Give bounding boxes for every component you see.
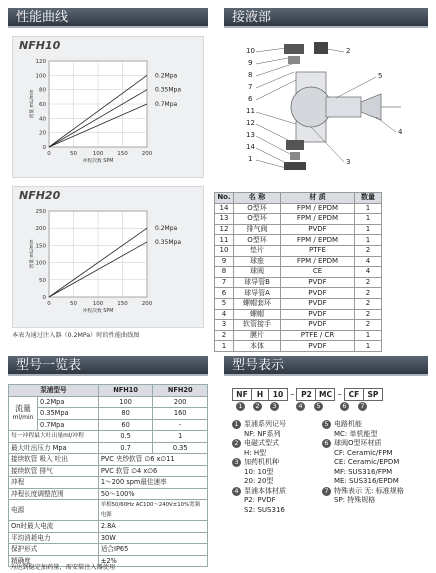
section-header-model-code: 型号表示 — [224, 356, 428, 376]
legend-item — [232, 496, 322, 506]
parts-row — [215, 330, 382, 341]
parts-row — [215, 235, 382, 246]
legend-number: 1 — [232, 420, 241, 429]
parts-material: PVDF — [281, 298, 355, 309]
parts-qty: 4 — [355, 267, 382, 278]
parts-name: O型环 — [234, 235, 281, 246]
callout-6: 6 — [248, 95, 253, 103]
x-tick-label: 50 — [70, 301, 77, 307]
spec-footnote: 为达到稳定加药量，需安装注入器使用 — [10, 564, 116, 571]
parts-no: 8 — [215, 267, 234, 278]
diagram-callouts — [226, 32, 426, 182]
parts-no: 4 — [215, 309, 234, 320]
code-num-5: 5 — [314, 402, 323, 411]
chart-nfh10-panel — [12, 36, 204, 178]
flow-unit-text: ml/min — [12, 413, 34, 421]
parts-name: 球座 — [234, 256, 281, 267]
code-box-p2: P2 — [296, 388, 316, 401]
parts-material: FPM / EPDM — [281, 214, 355, 225]
parts-name: 螺帽套环 — [234, 298, 281, 309]
parts-row — [215, 341, 382, 352]
parts-row — [215, 309, 382, 320]
chart-nfh10 — [13, 37, 203, 177]
x-tick-label: 200 — [141, 151, 153, 157]
parts-material: FPM / EPDM — [281, 235, 355, 246]
parts-no: 6 — [215, 288, 234, 299]
code-box-nf: NF — [232, 388, 252, 401]
legend-item — [232, 458, 322, 468]
legend-text: S2: SUS316 — [244, 505, 285, 514]
x-tick-label: 100 — [92, 151, 104, 157]
spec-row-nfh20: 0.35 — [153, 442, 208, 454]
legend-item — [322, 420, 432, 430]
legend-number: 6 — [322, 439, 331, 448]
callout-9: 9 — [248, 59, 253, 67]
parts-name: 膜片 — [234, 330, 281, 341]
legend-text: ME: SUS316/EPDM — [334, 477, 399, 485]
parts-qty: 2 — [355, 288, 382, 299]
legend-item — [232, 449, 322, 459]
parts-name: 螺帽 — [234, 309, 281, 320]
x-tick-label: 50 — [70, 151, 77, 157]
spec-row-label: 冲程长度调整范围 — [9, 488, 99, 500]
spec-row-label: 最大吐出压力 Mpa — [9, 442, 99, 454]
series-label: 0.7Mpa — [155, 101, 178, 108]
legend-item — [322, 477, 432, 487]
parts-qty: 2 — [355, 277, 382, 288]
x-tick-label: 150 — [117, 301, 128, 307]
legend-item — [322, 468, 432, 478]
parts-row — [215, 224, 382, 235]
spec-flow-row — [9, 408, 208, 420]
spec-row — [9, 544, 208, 556]
code-num-4: 4 — [296, 402, 305, 411]
legend-item — [322, 449, 432, 459]
legend-text: MC: 单机能型 — [334, 429, 378, 438]
parts-name: 球阀 — [234, 267, 281, 278]
parts-material: PTFE / CR — [281, 330, 355, 341]
spec-row-value: 50～100% — [98, 488, 207, 500]
legend-item — [232, 487, 322, 497]
x-tick-label: 150 — [117, 151, 128, 157]
spec-row — [9, 532, 208, 544]
parts-no: 9 — [215, 256, 234, 267]
spec-row-label: 冲程 — [9, 477, 99, 489]
callout-12: 12 — [246, 119, 255, 127]
spec-row-label: 平均消耗电力 — [9, 532, 99, 544]
callout-5: 5 — [378, 72, 383, 80]
parts-qty: 1 — [355, 214, 382, 225]
callout-10: 10 — [246, 47, 255, 55]
legend-text: MF: SUS316/FPM — [334, 467, 393, 476]
parts-row — [215, 203, 382, 214]
parts-name: O型环 — [234, 214, 281, 225]
spec-row-value: ±2% — [98, 555, 207, 567]
parts-qty: 2 — [355, 298, 382, 309]
spec-row-label: 保护形式 — [9, 544, 99, 556]
y-tick-label: 0 — [42, 295, 46, 301]
legend-text: 电路机能 — [334, 420, 362, 428]
model-code-legend-right — [322, 420, 432, 506]
chart-nfh20-title: NFH20 — [19, 189, 61, 202]
parts-row — [215, 214, 382, 225]
x-axis-label: 冲程次数 SPM — [82, 309, 114, 314]
spec-row-label: 电源 — [9, 500, 99, 521]
legend-text: CF: Ceramic/FPM — [334, 448, 393, 457]
parts-qty: 1 — [355, 224, 382, 235]
parts-no: 7 — [215, 277, 234, 288]
chart-nfh20-panel — [12, 186, 204, 328]
flow-label-text: 流量 — [15, 403, 31, 413]
spec-row — [9, 431, 208, 443]
callout-3: 3 — [346, 158, 351, 166]
spec-flow-label — [9, 396, 38, 431]
parts-name: 软管接手 — [234, 320, 281, 331]
spec-flow-nfh20: 200 — [153, 396, 208, 408]
parts-row — [215, 256, 382, 267]
spec-flow-nfh20: - — [153, 419, 208, 431]
legend-number: 2 — [232, 439, 241, 448]
parts-no: 12 — [215, 224, 234, 235]
callout-13: 13 — [246, 131, 255, 139]
code-box-h: H — [252, 388, 269, 401]
spec-col-nfh20: NFH20 — [153, 385, 208, 397]
legend-text: CE: Ceramic/EPDM — [334, 458, 400, 466]
model-code-legend-left — [232, 420, 322, 515]
code-box-10: 10 — [269, 388, 288, 401]
parts-material: PVDF — [281, 341, 355, 352]
legend-item — [322, 430, 432, 440]
parts-qty: 2 — [355, 245, 382, 256]
legend-text: 泵浦本体材质 — [244, 486, 286, 495]
parts-col-name: 名 称 — [234, 193, 281, 204]
series-label: 0.2Mpa — [155, 225, 178, 233]
legend-text: 电磁式型式 — [244, 439, 279, 447]
parts-material: PVDF — [281, 320, 355, 331]
code-num-1: 1 — [236, 402, 245, 411]
parts-name: 球导管B — [234, 277, 281, 288]
x-axis-label: 冲程次数 SPM — [82, 159, 114, 164]
parts-table — [214, 192, 382, 352]
chart-nfh10-title: NFH10 — [19, 39, 61, 52]
legend-item — [322, 458, 432, 468]
y-tick-label: 60 — [39, 102, 46, 108]
section-header-models: 型号一览表 — [8, 356, 208, 376]
series-label: 0.2Mpa — [155, 72, 178, 80]
parts-no: 14 — [215, 203, 234, 214]
code-box-cf: CF — [344, 388, 364, 401]
parts-row — [215, 277, 382, 288]
parts-material: PTFE — [281, 245, 355, 256]
legend-item — [232, 506, 322, 516]
code-box-mc: MC — [316, 388, 335, 401]
spec-row-value: 1～200 spm最佳速率 — [98, 477, 207, 489]
legend-text: NF: NF系列 — [244, 429, 281, 438]
parts-name: 垫片 — [234, 245, 281, 256]
callout-2: 2 — [346, 47, 351, 55]
spec-flow-nfh20: 160 — [153, 408, 208, 420]
parts-qty: 4 — [355, 256, 382, 267]
parts-name: 排气阀 — [234, 224, 281, 235]
legend-item — [232, 468, 322, 478]
spec-row-nfh20: 1 — [153, 431, 208, 443]
y-tick-label: 100 — [35, 260, 46, 267]
spec-flow-nfh10: 80 — [98, 408, 153, 420]
y-tick-label: 150 — [35, 243, 46, 250]
y-tick-label: 0 — [42, 145, 46, 151]
section-header-connection: 接液部 — [224, 8, 428, 28]
parts-row — [215, 245, 382, 256]
legend-text: 泵浦系列记号 — [244, 420, 286, 428]
callout-11: 11 — [246, 107, 255, 115]
spec-row-value: PVC 软管 ∅4 x∅6 — [98, 465, 207, 477]
spec-row-value: 适合IP65 — [98, 544, 207, 556]
spec-row-label: 每一冲程最大吐出量ml/冲程 — [9, 431, 99, 443]
parts-name: 本体 — [234, 341, 281, 352]
x-tick-label: 0 — [47, 151, 51, 157]
chart-nfh20 — [13, 187, 203, 327]
parts-no: 1 — [215, 341, 234, 352]
spec-row — [9, 454, 208, 466]
parts-material: CE — [281, 267, 355, 278]
spec-flow-pressure: 0.7Mpa — [38, 419, 99, 431]
code-box-sp: SP — [364, 388, 383, 401]
section-header-performance: 性能曲线 — [8, 8, 208, 28]
legend-item — [232, 439, 322, 449]
parts-no: 10 — [215, 245, 234, 256]
legend-item — [232, 430, 322, 440]
y-tick-label: 50 — [39, 277, 46, 284]
spec-row-nfh10: 0.7 — [98, 442, 153, 454]
series-label: 0.35Mpa — [155, 86, 182, 94]
legend-text: SP: 特殊规格 — [334, 496, 376, 504]
legend-item — [232, 420, 322, 430]
spec-row — [9, 465, 208, 477]
parts-name: 球导管A — [234, 288, 281, 299]
legend-text: 特殊表示 无: 标准规格 — [334, 486, 404, 495]
y-tick-label: 250 — [35, 209, 46, 215]
legend-text: 球阀O型环材质 — [334, 439, 382, 447]
code-num-7: 7 — [358, 402, 367, 411]
parts-row — [215, 288, 382, 299]
spec-row-nfh10: 0.5 — [98, 431, 153, 443]
spec-row-label: 接续软管 排气 — [9, 465, 99, 477]
model-code-numbers — [232, 402, 428, 411]
spec-row-label: On时最大电流 — [9, 521, 99, 533]
legend-item — [322, 487, 432, 497]
legend-item — [322, 439, 432, 449]
spec-flow-pressure: 0.2Mpa — [38, 396, 99, 408]
parts-no: 2 — [215, 330, 234, 341]
spec-row-value: 单相50/60Hz AC100～240V±10%宽频电源 — [98, 500, 207, 521]
chart-note: 本表为通过注入器（0.2MPa）时的性能曲线图 — [12, 332, 140, 339]
spec-col-model: 泵浦型号 — [9, 385, 99, 397]
callout-4: 4 — [398, 128, 403, 136]
x-tick-label: 200 — [141, 301, 153, 307]
spec-flow-nfh10: 60 — [98, 419, 153, 431]
y-tick-label: 200 — [35, 226, 46, 233]
parts-material: PVDF — [281, 277, 355, 288]
model-code-boxes: NF H 10 – P2 MC – CF SP — [232, 388, 428, 401]
legend-text: P2: PVDF — [244, 496, 276, 504]
callout-1: 1 — [248, 155, 253, 163]
parts-qty: 1 — [355, 341, 382, 352]
legend-item — [232, 477, 322, 487]
y-tick-label: 120 — [35, 59, 46, 65]
spec-row — [9, 442, 208, 454]
series-label: 0.35Mpa — [155, 238, 182, 246]
parts-no: 11 — [215, 235, 234, 246]
legend-text: H: H型 — [244, 448, 267, 457]
x-tick-label: 0 — [47, 301, 51, 307]
spec-header-row — [9, 385, 208, 397]
parts-material: PVDF — [281, 224, 355, 235]
parts-col-material: 材 质 — [281, 193, 355, 204]
parts-row — [215, 298, 382, 309]
legend-text: 20: 20型 — [244, 477, 274, 485]
callout-7: 7 — [248, 83, 253, 91]
y-axis-label: 流量 mL/min — [30, 89, 35, 119]
spec-row — [9, 488, 208, 500]
legend-number: 5 — [322, 420, 331, 429]
parts-material: FPM / EPDM — [281, 203, 355, 214]
legend-number: 4 — [232, 487, 241, 496]
spec-flow-nfh10: 100 — [98, 396, 153, 408]
parts-no: 3 — [215, 320, 234, 331]
callout-14: 14 — [246, 143, 255, 151]
parts-col-qty: 数量 — [355, 193, 382, 204]
y-axis-label: 流量 mL/min — [30, 239, 35, 269]
parts-no: 13 — [215, 214, 234, 225]
legend-number: 3 — [232, 458, 241, 467]
y-tick-label: 100 — [35, 73, 46, 80]
spec-flow-row — [9, 419, 208, 431]
parts-table-header — [215, 193, 382, 204]
legend-number: 7 — [322, 487, 331, 496]
legend-text: 10: 10型 — [244, 467, 274, 476]
callout-8: 8 — [248, 71, 253, 79]
spec-col-nfh10: NFH10 — [98, 385, 153, 397]
parts-qty: 1 — [355, 235, 382, 246]
spec-row — [9, 500, 208, 521]
code-num-2: 2 — [253, 402, 262, 411]
parts-col-no: No. — [215, 193, 234, 204]
x-tick-label: 100 — [92, 301, 104, 307]
parts-qty: 2 — [355, 320, 382, 331]
spec-row-value: 2.8A — [98, 521, 207, 533]
parts-qty: 1 — [355, 330, 382, 341]
spec-flow-pressure: 0.35Mpa — [38, 408, 99, 420]
spec-table — [8, 384, 208, 567]
parts-no: 5 — [215, 298, 234, 309]
parts-name: O型环 — [234, 203, 281, 214]
parts-material: PVDF — [281, 309, 355, 320]
spec-row — [9, 521, 208, 533]
spec-flow-row — [9, 396, 208, 408]
spec-row — [9, 477, 208, 489]
spec-row-label: 精确度 — [9, 555, 99, 567]
spec-row-value: 30W — [98, 532, 207, 544]
spec-row-label: 接续软管 吸入 吐出 — [9, 454, 99, 466]
y-tick-label: 20 — [39, 130, 46, 137]
legend-text: 加药机机种 — [244, 458, 279, 466]
parts-material: FPM / EPDM — [281, 256, 355, 267]
parts-row — [215, 267, 382, 278]
code-num-3: 3 — [270, 402, 279, 411]
parts-row — [215, 320, 382, 331]
parts-qty: 2 — [355, 309, 382, 320]
y-tick-label: 40 — [39, 116, 46, 123]
parts-material: PVDF — [281, 288, 355, 299]
parts-qty: 1 — [355, 203, 382, 214]
y-tick-label: 80 — [39, 87, 46, 94]
code-num-6: 6 — [340, 402, 349, 411]
spec-row-value: PVC 夹纱软管 ∅6 x∅11 — [98, 454, 207, 466]
legend-item — [322, 496, 432, 506]
